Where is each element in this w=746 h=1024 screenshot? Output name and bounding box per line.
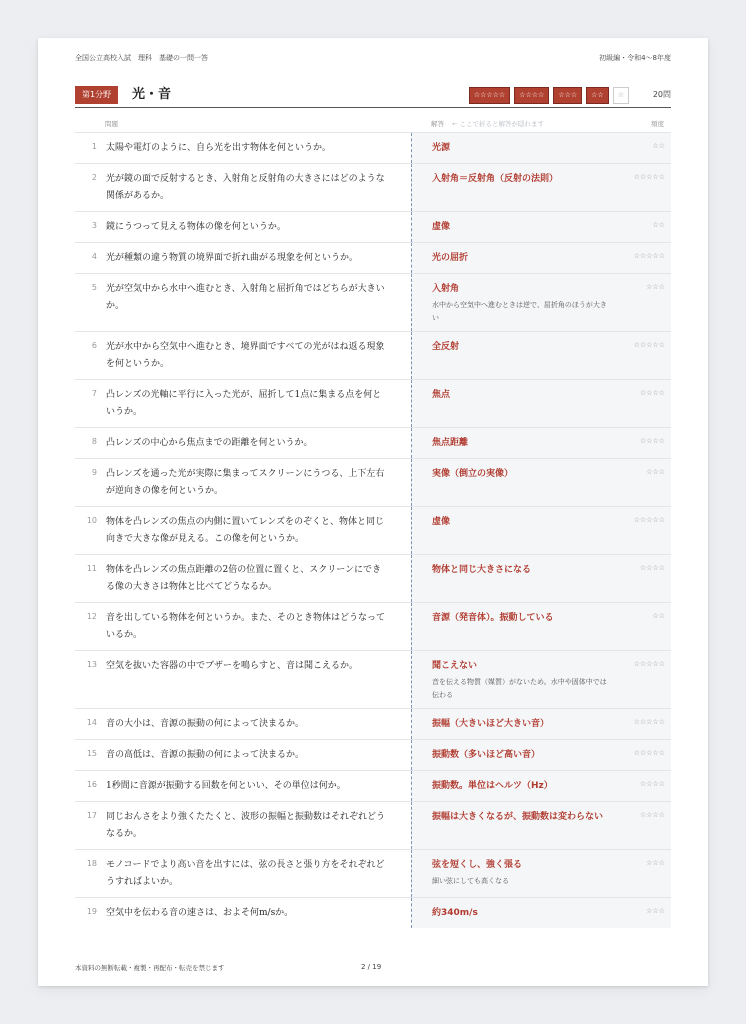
- table-row: [75, 554, 671, 602]
- table-row: [75, 458, 671, 506]
- frequency-stars: ☆☆☆: [646, 283, 665, 291]
- answer-text: 焦点距離: [432, 438, 469, 448]
- table-row: [75, 849, 671, 897]
- copyright-notice: 本資料の無断転載・複製・再配布・転売を禁じます: [75, 964, 225, 972]
- table-row: [75, 163, 671, 211]
- answer-text: 振幅は大きくなるが、振動数は変わらない: [432, 812, 604, 822]
- answer-cell: [411, 212, 671, 242]
- answer-text: 入射角: [432, 284, 460, 294]
- question-number: 8: [91, 437, 97, 446]
- column-header-question: 問題: [105, 120, 118, 128]
- question-text: 凸レンズを通った光が実際に集まってスクリーンにうつる、上下左右が逆向きの像を何というか。: [106, 469, 385, 496]
- answer-cell: [411, 243, 671, 273]
- answer-cell: [411, 274, 671, 331]
- question-text: 鏡にうつって見える物体の像を何というか。: [106, 222, 286, 232]
- answer-text: 実像（倒立の実像）: [432, 469, 514, 479]
- question-text: 凸レンズの中心から焦点までの距離を何というか。: [106, 438, 313, 448]
- frequency-stars: ☆☆☆☆: [639, 564, 665, 572]
- table-row: [75, 427, 671, 458]
- question-text: 音の大小は、音源の振動の何によって決まるか。: [106, 719, 305, 729]
- frequency-stars: ☆☆☆☆☆: [633, 252, 665, 260]
- answer-cell: [411, 709, 671, 739]
- frequency-stars: ☆☆: [652, 221, 665, 229]
- legend-2-stars: ☆☆: [586, 87, 609, 104]
- legend-5-stars: ☆☆☆☆☆: [469, 87, 510, 104]
- question-number: 6: [91, 341, 97, 350]
- question-number: 11: [86, 564, 97, 573]
- frequency-stars: ☆☆☆: [646, 468, 665, 476]
- question-number: 4: [91, 252, 97, 261]
- answer-text: 振動数（多いほど高い音）: [432, 750, 541, 760]
- answer-text: 弦を短くし、強く張る: [432, 860, 523, 870]
- question-text: モノコードでより高い音を出すには、弦の長さと張り方をそれぞれどうすればよいか。: [106, 860, 385, 887]
- question-number: 1: [91, 142, 97, 151]
- question-text: 空気中を伝わる音の速さは、およそ何m/sか。: [106, 908, 294, 918]
- column-header-frequency: 頻度: [651, 120, 664, 128]
- frequency-stars: ☆☆☆☆: [639, 780, 665, 788]
- question-number: 3: [91, 221, 97, 230]
- frequency-stars: ☆☆☆☆: [639, 389, 665, 397]
- answer-cell: [411, 164, 671, 211]
- question-text: 凸レンズの光軸に平行に入った光が、屈折して1点に集まる点を何というか。: [106, 390, 382, 417]
- answer-cell: [411, 332, 671, 379]
- answer-cell: [411, 380, 671, 427]
- unit-badge: 第1分野: [75, 86, 118, 104]
- question-number: 15: [86, 749, 97, 758]
- table-row: [75, 770, 671, 801]
- question-number: 9: [91, 468, 97, 477]
- frequency-legend: [465, 87, 629, 104]
- answer-text: 光の屈折: [432, 253, 469, 263]
- question-text: 光が種類の違う物質の境界面で折れ曲がる現象を何というか。: [106, 253, 359, 263]
- frequency-stars: ☆☆☆: [646, 907, 665, 915]
- answer-cell: [411, 651, 671, 708]
- question-text: 1秒間に音源が振動する回数を何といい、その単位は何か。: [106, 781, 346, 791]
- table-row: [75, 739, 671, 770]
- section-title-bar: [75, 85, 671, 108]
- question-text: 光が水中から空気中へ進むとき、境界面ですべての光がはね返る現象を何というか。: [106, 342, 385, 369]
- answer-text: 聞こえない: [432, 661, 478, 671]
- frequency-stars: ☆☆☆☆☆: [633, 718, 665, 726]
- legend-1-star: ☆: [613, 87, 629, 104]
- answer-cell: [411, 802, 671, 849]
- legend-4-stars: ☆☆☆☆: [514, 87, 549, 104]
- question-number: 2: [91, 173, 97, 182]
- question-number: 18: [86, 859, 97, 868]
- column-header-answer: 解答 ← ここで折ると解答が隠れます: [431, 120, 545, 128]
- table-row: [75, 331, 671, 379]
- answer-cell: [411, 133, 671, 163]
- answer-cell: [411, 459, 671, 506]
- question-number: 19: [86, 907, 97, 916]
- frequency-stars: ☆☆☆☆☆: [633, 749, 665, 757]
- table-row: [75, 897, 671, 928]
- answer-text: 虚像: [432, 517, 451, 527]
- table-header: [75, 114, 671, 132]
- question-table: [75, 114, 671, 928]
- frequency-stars: ☆☆: [652, 612, 665, 620]
- table-row: [75, 242, 671, 273]
- question-text: 光が鏡の面で反射するとき、入射角と反射角の大きさにはどのような関係があるか。: [106, 174, 385, 201]
- question-rows: [75, 132, 671, 928]
- question-text: 物体を凸レンズの焦点距離の2倍の位置に置くと、スクリーンにできる像の大きさは物体と比べてどうなるか。: [106, 565, 382, 592]
- answer-text: 音源（発音体）。振動している: [432, 613, 554, 623]
- table-row: [75, 708, 671, 739]
- worksheet-page: [38, 38, 708, 986]
- frequency-stars: ☆☆☆: [646, 859, 665, 867]
- question-text: 空気を抜いた容器の中でブザーを鳴らすと、音は聞こえるか。: [106, 661, 359, 671]
- answer-text: 振動数。単位はヘルツ（Hz）: [432, 781, 553, 791]
- doc-header-right: 初級編・令和4～8年度: [599, 54, 671, 62]
- table-row: [75, 801, 671, 849]
- answer-text: 全反射: [432, 342, 460, 352]
- frequency-stars: ☆☆☆☆: [639, 811, 665, 819]
- answer-cell: [411, 603, 671, 650]
- answer-text: 入射角＝反射角（反射の法則）: [432, 174, 559, 184]
- question-number: 7: [91, 389, 97, 398]
- table-row: [75, 650, 671, 708]
- answer-text: 光源: [432, 143, 451, 153]
- question-text: 同じおんさをより強くたたくと、波形の振幅と振動数はそれぞれどうなるか。: [106, 812, 386, 839]
- page-title: 光・音: [132, 87, 172, 102]
- answer-text: 虚像: [432, 222, 451, 232]
- table-row: [75, 211, 671, 242]
- answer-cell: [411, 555, 671, 602]
- question-text: 光が空気中から水中へ進むとき、入射角と屈折角ではどちらが大きいか。: [106, 284, 385, 311]
- table-row: [75, 132, 671, 163]
- frequency-stars: ☆☆☆☆☆: [633, 173, 665, 181]
- frequency-stars: ☆☆☆☆☆: [633, 660, 665, 668]
- question-number: 17: [86, 811, 97, 820]
- table-row: [75, 379, 671, 427]
- answer-cell: [411, 850, 671, 897]
- question-text: 音を出している物体を何というか。また、そのとき物体はどうなっているか。: [106, 613, 386, 640]
- frequency-stars: ☆☆☆☆: [639, 437, 665, 445]
- question-number: 14: [86, 718, 97, 727]
- question-number: 12: [86, 612, 97, 621]
- answer-cell: [411, 740, 671, 770]
- answer-note: 音を伝える物質（媒質）がないため。水中や固体中では伝わる: [432, 678, 607, 699]
- frequency-stars: ☆☆☆☆☆: [633, 341, 665, 349]
- question-number: 10: [86, 516, 97, 525]
- answer-note: 細い弦にしても高くなる: [432, 877, 509, 885]
- table-row: [75, 506, 671, 554]
- answer-cell: [411, 898, 671, 928]
- question-text: 太陽や電灯のように、自ら光を出す物体を何というか。: [106, 143, 332, 153]
- frequency-stars: ☆☆: [652, 142, 665, 150]
- question-count: 20問: [652, 90, 671, 99]
- legend-3-stars: ☆☆☆: [553, 87, 582, 104]
- answer-text: 約340m/s: [432, 908, 478, 918]
- doc-header-left: 全国公立高校入試 理科 基礎の一問一答: [75, 54, 208, 62]
- fold-hint: ← ここで折ると解答が隠れます: [452, 120, 545, 128]
- page-number: 2 / 19: [361, 963, 382, 971]
- answer-text: 焦点: [432, 390, 451, 400]
- table-row: [75, 273, 671, 331]
- question-text: 音の高低は、音源の振動の何によって決まるか。: [106, 750, 305, 760]
- question-number: 5: [91, 283, 97, 292]
- answer-cell: [411, 771, 671, 801]
- question-number: 13: [86, 660, 97, 669]
- answer-text: 振幅（大きいほど大きい音）: [432, 719, 550, 729]
- answer-cell: [411, 428, 671, 458]
- answer-text: 物体と同じ大きさになる: [432, 565, 532, 575]
- answer-note: 水中から空気中へ進むときは逆で、屈折角のほうが大きい: [432, 301, 607, 322]
- frequency-stars: ☆☆☆☆☆: [633, 516, 665, 524]
- answer-cell: [411, 507, 671, 554]
- table-row: [75, 602, 671, 650]
- question-number: 16: [86, 780, 97, 789]
- question-text: 物体を凸レンズの焦点の内側に置いてレンズをのぞくと、物体と同じ向きで大きな像が見える。この像を何というか。: [106, 517, 385, 544]
